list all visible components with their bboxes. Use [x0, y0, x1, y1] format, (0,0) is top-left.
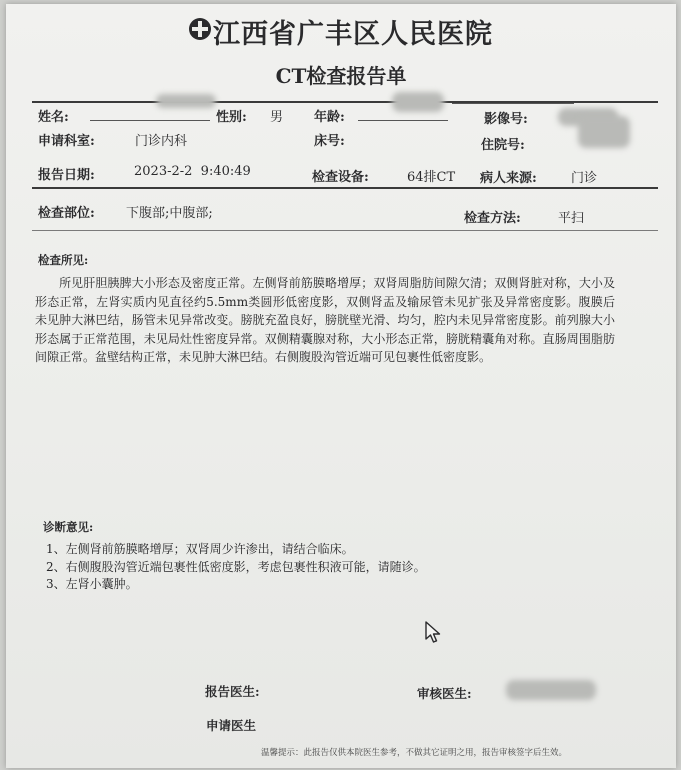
findings-title: 检查所见: [38, 253, 89, 267]
diagnosis-title: 诊断意见: [43, 520, 94, 534]
name-redaction [156, 94, 216, 108]
requester-label: 申请医生 [206, 718, 257, 733]
inpatient-no-label: 住院号: [481, 138, 525, 153]
diagnosis-item: 2、右侧腹股沟管近端包裹性低密度影，考虑包裹性积液可能，请随诊。 [46, 559, 426, 574]
report-date-label: 报告日期: [38, 168, 95, 183]
dept-value: 门诊内科 [135, 134, 188, 149]
source-label: 病人来源: [480, 171, 537, 186]
report-date-value: 2023-2-2 9:40:49 [134, 164, 251, 179]
exam-method-value: 平扫 [558, 211, 585, 226]
inpatient-no-redaction [578, 116, 630, 148]
findings-text [35, 274, 615, 367]
diagnosis-item: 3、左肾小囊肿。 [46, 577, 138, 591]
report-title: CT检查报告单 [275, 64, 407, 88]
mouse-pointer-icon [424, 620, 444, 646]
device-label: 检查设备: [312, 170, 369, 185]
age-field-line [358, 120, 448, 121]
hospital-name [6, 12, 676, 51]
diagnosis-list [46, 541, 606, 594]
exam-method-label: 检查方法: [464, 211, 521, 226]
age-redaction [392, 92, 444, 112]
device-value: 64排CT [407, 170, 456, 185]
reviewer-label: 审核医生: [417, 686, 472, 701]
age-label: 年龄: [314, 110, 345, 125]
reviewer-redaction [506, 680, 596, 700]
hospital-name-text: 江西省广丰区人民医院 [213, 19, 493, 50]
dept-label: 申请科室: [38, 134, 95, 149]
exam-site-value: 下腹部;中腹部; [126, 206, 213, 221]
info-divider [32, 187, 658, 189]
site-divider [32, 230, 658, 231]
image-no-field-line [452, 103, 574, 104]
name-label: 姓名: [38, 110, 69, 125]
name-field-line [90, 120, 210, 121]
diagnosis-item: 1、左侧肾前筋膜略增厚；双肾周少许渗出，请结合临床。 [46, 542, 354, 556]
findings-body: 所见肝胆胰脾大小形态及密度正常。左侧肾前筋膜略增厚；双肾周脂肪间隙欠清；双侧肾脏对称，大小及形态正常，左肾实质内见直径约5.5mm类圆形低密度影，双侧肾盂及输尿管未见扩张及异常密度影。腹膜后未见肿大淋巴结，肠管未见异常改变。膀胱充盈良好，膀胱壁光滑、均匀，腔内未见异常密度影。前列腺大小形态属于正常范围，未见局灶性密度异常。双侧精囊腺对称，大小形态正常，膀胱精囊角对称。直肠周围脂肪间隙正常。盆壁结构正常，未见肿大淋巴结。右侧腹股沟管近端可见包裹性低密度影。 [35, 276, 615, 364]
footer-note: 温馨提示：此报告仅供本院医生参考，不做其它证明之用，报告审核签字后生效。 [261, 748, 568, 758]
source-value: 门诊 [571, 171, 598, 186]
image-no-label: 影像号: [484, 112, 528, 127]
gender-value: 男 [270, 110, 284, 125]
gender-label: 性别: [216, 110, 247, 125]
medical-cross-icon [189, 18, 211, 40]
exam-site-label: 检查部位: [38, 206, 95, 221]
report-sheet [6, 4, 676, 768]
bed-label: 床号: [314, 134, 345, 149]
reporter-label: 报告医生: [205, 684, 260, 699]
